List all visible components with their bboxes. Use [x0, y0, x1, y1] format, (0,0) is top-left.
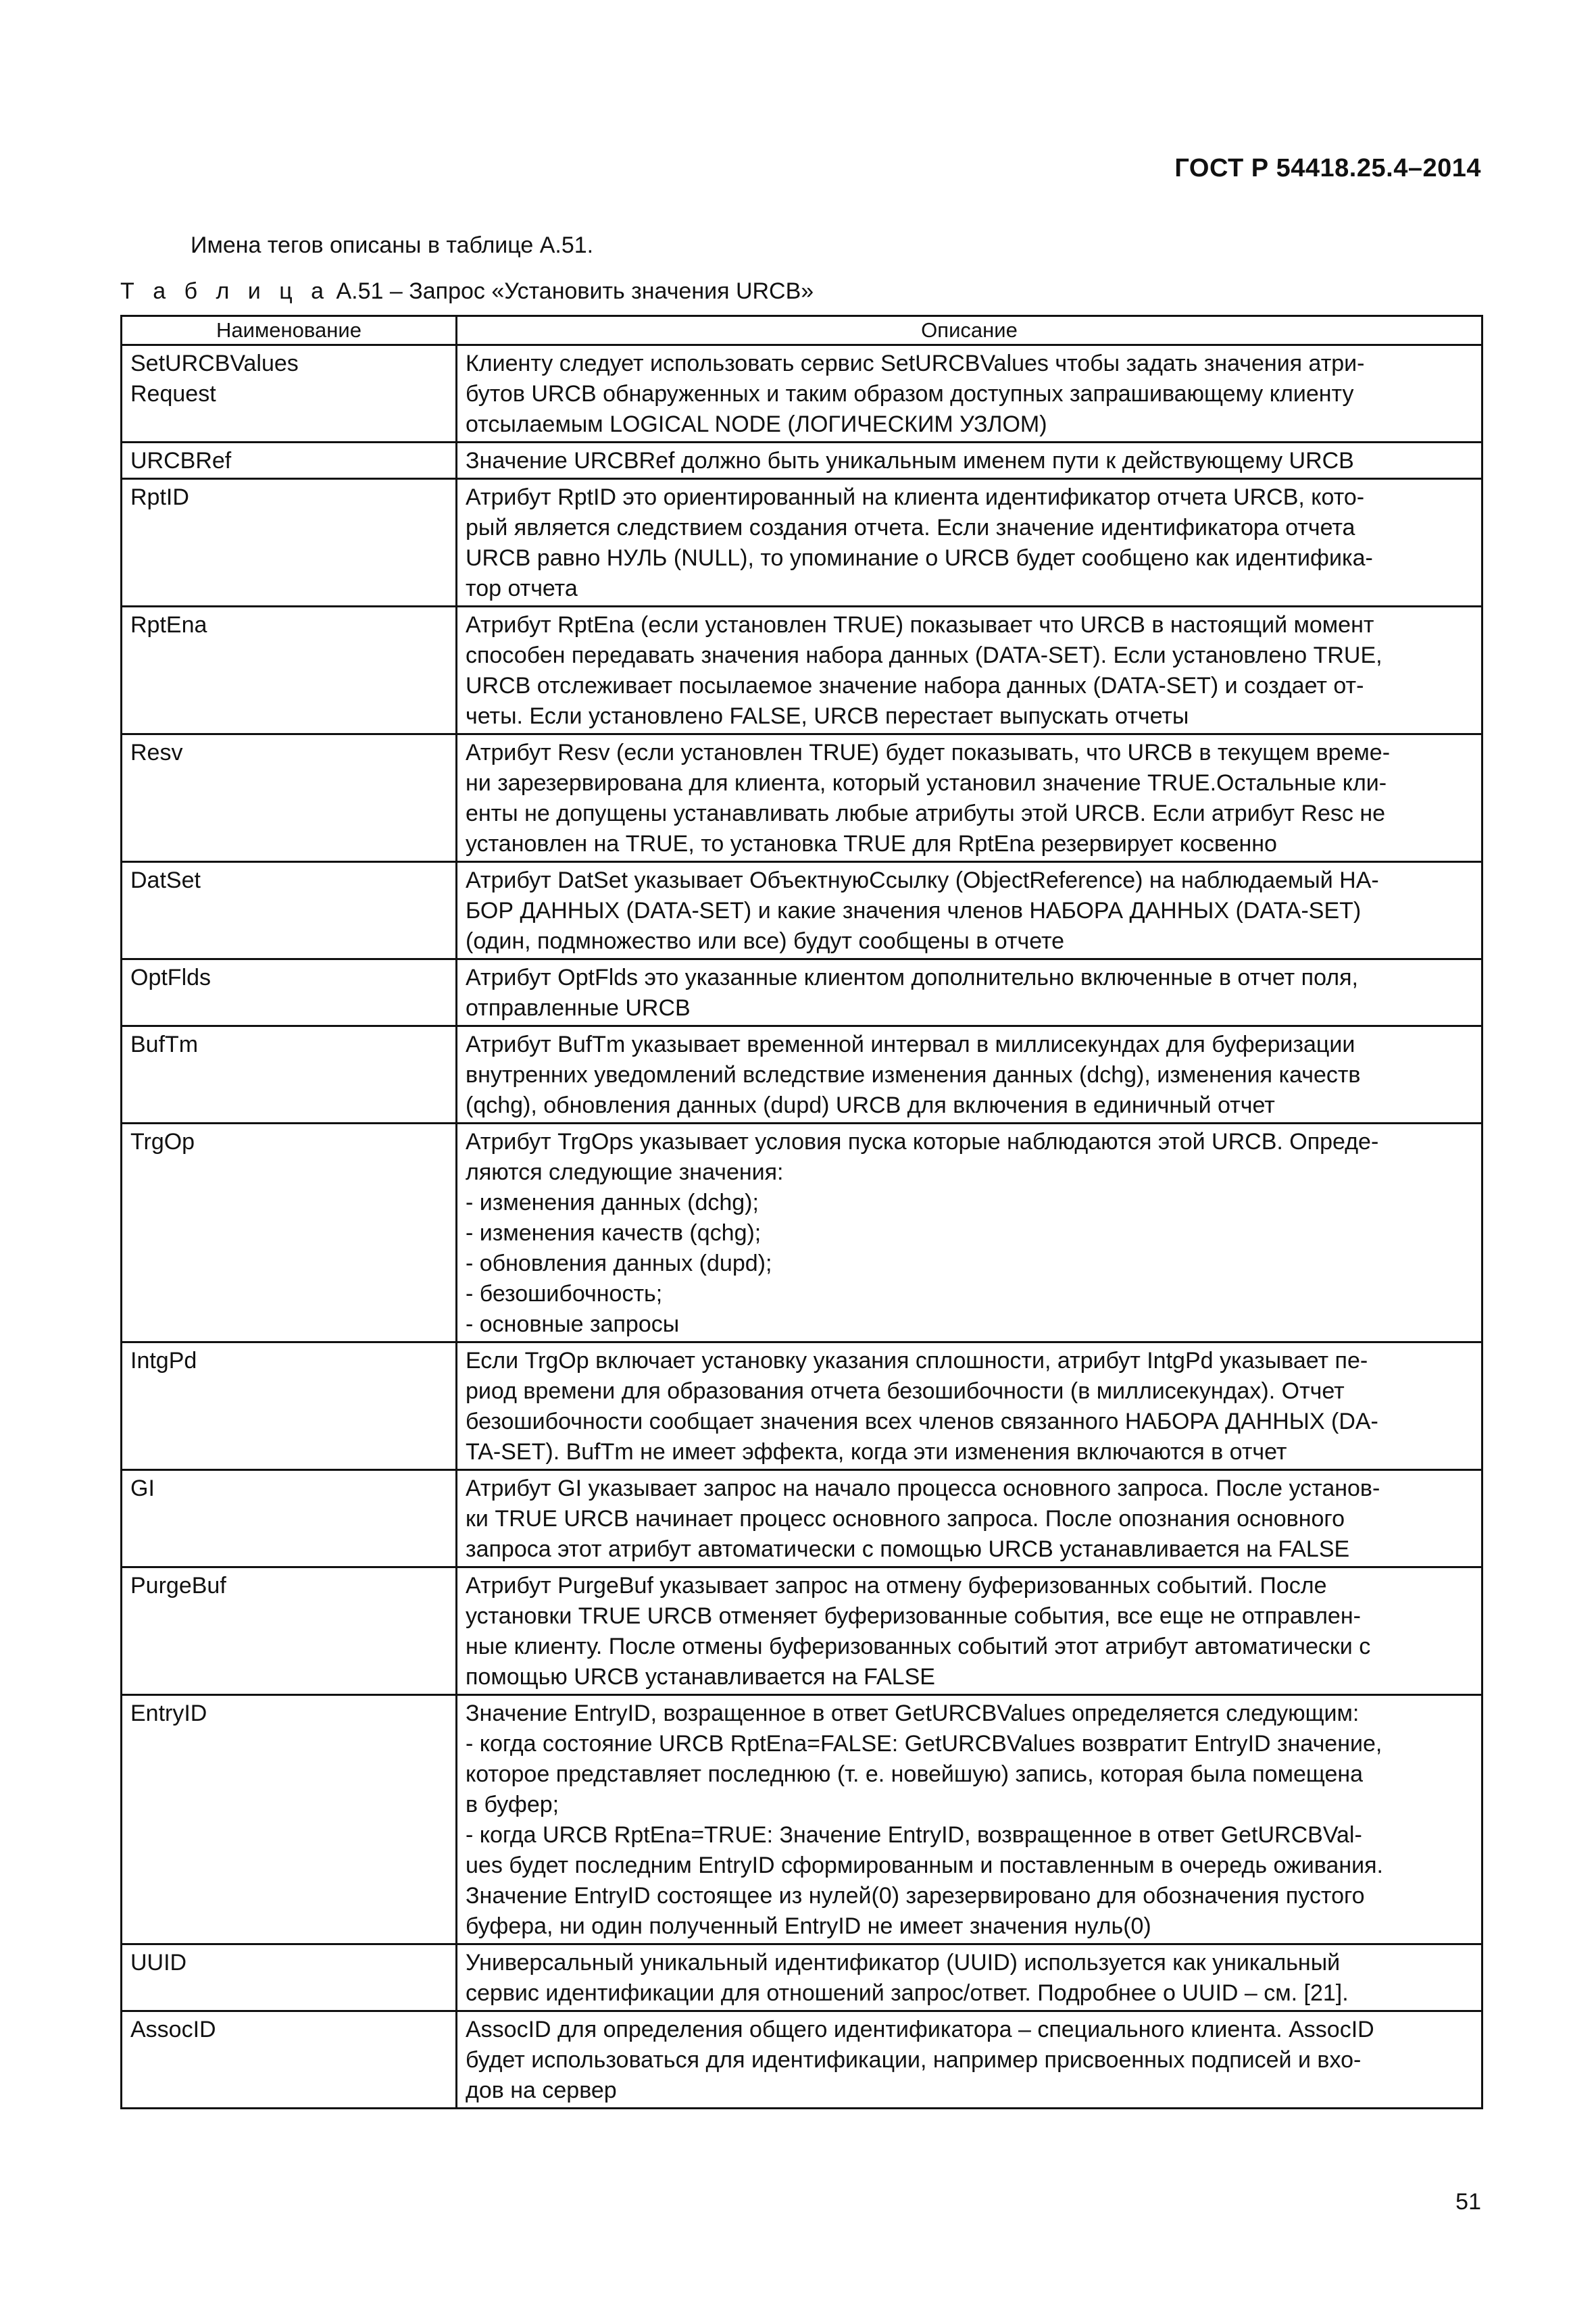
description-line: AssocID для определения общего идентификатора – специального клиента. AssocID [466, 2017, 1374, 2042]
column-header-description: Описание [457, 316, 1482, 345]
table-caption [120, 278, 814, 305]
tag-name-cell: Resv [122, 734, 457, 862]
description-line: Атрибут BufTm указывает временной интервал в миллисекундах для буферизации [466, 1032, 1355, 1057]
description-line: Атрибут RptID это ориентированный на клиента идентификатор отчета URCB, кото- [466, 484, 1365, 510]
tag-name-cell: URCBRef [122, 443, 457, 479]
description-line: - основные запросы [466, 1311, 680, 1337]
description-line: отсылаемым LOGICAL NODE (ЛОГИЧЕСКИМ УЗЛОМ) [466, 411, 1047, 437]
tag-name-cell: SetURCBValues Request [122, 345, 457, 443]
tag-description-cell [457, 1026, 1482, 1124]
description-line: Если TrgOp включает установку указания сплошности, атрибут IntgPd указывает пе- [466, 1348, 1368, 1374]
description-line: - изменения качеств (qchg); [466, 1220, 762, 1246]
table-row [122, 2011, 1482, 2109]
column-header-name: Наименование [122, 316, 457, 345]
tag-description-cell [457, 1470, 1482, 1567]
description-line: запроса этот атрибут автоматически с помощью URCB устанавливается на FALSE [466, 1536, 1350, 1562]
description-line: рый является следствием создания отчета. Если значение идентификатора отчета [466, 515, 1355, 540]
table-row [122, 1124, 1482, 1342]
description-line: Атрибут OptFlds это указанные клиентом дополнительно включенные в отчет поля, [466, 965, 1358, 990]
table-row [122, 607, 1482, 734]
description-line: тор отчета [466, 576, 578, 601]
tag-name-cell: PurgeBuf [122, 1567, 457, 1695]
description-line: - когда состояние URCB RptEna=FALSE: GetURCBValues возвратит EntryID значение, [466, 1731, 1382, 1757]
intro-paragraph: Имена тегов описаны в таблице А.51. [191, 232, 594, 258]
description-line: установки TRUE URCB отменяет буферизованные события, все еще не отправлен- [466, 1603, 1361, 1629]
description-line: ни зарезервирована для клиента, который установил значение TRUE.Остальные кли- [466, 770, 1387, 796]
description-line: в буфер; [466, 1792, 559, 1817]
tag-description-cell [457, 1567, 1482, 1695]
description-line: - изменения данных (dchg); [466, 1190, 759, 1215]
description-line: которое представляет последнюю (т. е. новейшую) запись, которая была помещена [466, 1761, 1364, 1787]
tag-name-cell: EntryID [122, 1695, 457, 1944]
tag-description-cell [457, 959, 1482, 1026]
description-line: ляются следующие значения: [466, 1159, 784, 1185]
description-line: будет использоваться для идентификации, например присвоенных подписей и вхо- [466, 2047, 1362, 2073]
table-row [122, 1944, 1482, 2011]
tag-name-cell: TrgOp [122, 1124, 457, 1342]
description-line: риод времени для образования отчета безошибочности (в миллисекундах). Отчет [466, 1378, 1345, 1404]
description-line: Значение EntryID, возращенное в ответ GetURCBValues определяется следующим: [466, 1701, 1360, 1726]
tag-description-cell [457, 479, 1482, 607]
description-line: URCB равно НУЛЬ (NULL), то упоминание о URCB будет сообщено как идентифика- [466, 545, 1373, 571]
description-line: - когда URCB RptEna=TRUE: Значение EntryID, возвращенное в ответ GetURCBVal- [466, 1822, 1362, 1848]
description-line: ки TRUE URCB начинает процесс основного запроса. После опознания основного [466, 1506, 1345, 1532]
description-line: БОР ДАННЫХ (DATA-SET) и какие значения членов НАБОРА ДАННЫХ (DATA-SET) [466, 898, 1362, 924]
description-line: Универсальный уникальный идентификатор (UUID) используется как уникальный [466, 1950, 1341, 1976]
description-line: ные клиенту. После отмены буферизованных событий этот атрибут автоматически с [466, 1634, 1371, 1659]
description-line: Значение EntryID состоящее из нулей(0) зарезервировано для обозначения пустого [466, 1883, 1365, 1909]
tag-description-cell [457, 2011, 1482, 2109]
tag-table [120, 315, 1483, 2109]
description-line: ues будет последним EntryID сформированным и поставленным в очередь оживания. [466, 1853, 1383, 1878]
description-line: URCB отслеживает посылаемое значение набора данных (DATA-SET) и создает от- [466, 673, 1364, 699]
description-line: Атрибут GI указывает запрос на начало процесса основного запроса. После установ- [466, 1476, 1380, 1501]
description-line: способен передавать значения набора данных (DATA-SET). Если установлено TRUE, [466, 643, 1382, 668]
description-line: (qchg), обновления данных (dupd) URCB для включения в единичный отчет [466, 1092, 1275, 1118]
table-header-row [122, 316, 1482, 345]
tag-name-cell: OptFlds [122, 959, 457, 1026]
description-line: четы. Если установлено FALSE, URCB перестает выпускать отчеты [466, 703, 1189, 729]
tag-description-cell [457, 734, 1482, 862]
description-line: TA-SET). BufTm не имеет эффекта, когда эти изменения включаются в отчет [466, 1439, 1287, 1465]
tag-name-cell: UUID [122, 1944, 457, 2011]
description-line: помощью URCB устанавливается на FALSE [466, 1664, 935, 1690]
document-header: ГОСТ Р 54418.25.4–2014 [1174, 154, 1481, 182]
table-row [122, 1567, 1482, 1695]
description-line: установлен на TRUE, то установка TRUE для RptEna резервирует косвенно [466, 831, 1277, 857]
description-line: Значение URCBRef должно быть уникальным именем пути к действующему URCB [466, 448, 1354, 474]
description-line: Атрибут RptEna (если установлен TRUE) показывает что URCB в настоящий момент [466, 612, 1374, 638]
tag-description-cell [457, 862, 1482, 959]
tag-name-cell: BufTm [122, 1026, 457, 1124]
description-line: - обновления данных (dupd); [466, 1251, 772, 1276]
description-line: енты не допущены устанавливать любые атрибуты этой URCB. Если атрибут Resc не [466, 801, 1386, 826]
tag-name-cell: IntgPd [122, 1342, 457, 1470]
description-line: внутренних уведомлений вследствие изменения данных (dchg), изменения качеств [466, 1062, 1361, 1088]
tag-name-cell: DatSet [122, 862, 457, 959]
table-row [122, 1342, 1482, 1470]
table-row [122, 734, 1482, 862]
tag-description-cell [457, 607, 1482, 734]
description-line: Атрибут Resv (если установлен TRUE) будет показывать, что URCB в текущем време- [466, 740, 1391, 765]
table-row [122, 959, 1482, 1026]
description-line: Атрибут PurgeBuf указывает запрос на отмену буферизованных событий. После [466, 1573, 1327, 1599]
description-line: (один, подмножество или все) будут сообщены в отчете [466, 928, 1065, 954]
page-number: 51 [1455, 2189, 1481, 2215]
table-row [122, 1470, 1482, 1567]
description-line: Клиенту следует использовать сервис SetURCBValues чтобы задать значения атри- [466, 351, 1365, 376]
table-caption-label: Т а б л и ц а [120, 278, 330, 304]
table-row [122, 1026, 1482, 1124]
table-body [122, 345, 1482, 2109]
tag-description-cell [457, 443, 1482, 479]
tag-name-cell: RptID [122, 479, 457, 607]
table-row [122, 479, 1482, 607]
description-line: сервис идентификации для отношений запрос/ответ. Подробнее о UUID – см. [21]. [466, 1980, 1349, 2006]
tag-name-cell: AssocID [122, 2011, 457, 2109]
tag-name-cell: RptEna [122, 607, 457, 734]
tag-description-cell [457, 1124, 1482, 1342]
tag-name-cell: GI [122, 1470, 457, 1567]
table-row [122, 345, 1482, 443]
description-line: бутов URCB обнаруженных и таким образом доступных запрашивающему клиенту [466, 381, 1354, 407]
tag-description-cell [457, 1944, 1482, 2011]
tag-description-cell [457, 1695, 1482, 1944]
description-line: отправленные URCB [466, 995, 691, 1021]
table-row [122, 862, 1482, 959]
table-row [122, 1695, 1482, 1944]
description-line: - безошибочность; [466, 1281, 663, 1307]
description-line: Атрибут TrgOps указывает условия пуска которые наблюдаются этой URCB. Опреде- [466, 1129, 1379, 1155]
tag-description-cell [457, 1342, 1482, 1470]
description-line: безошибочности сообщает значения всех членов связанного НАБОРА ДАННЫХ (DA- [466, 1409, 1378, 1434]
tag-description-cell [457, 345, 1482, 443]
description-line: Атрибут DatSet указывает ОбъектнуюСсылку (ObjectReference) на наблюдаемый НА- [466, 867, 1379, 893]
table-caption-text: А.51 – Запрос «Установить значения URCB» [330, 278, 814, 304]
description-line: буфера, ни один полученный EntryID не имеет значения нуль(0) [466, 1913, 1151, 1939]
description-line: дов на сервер [466, 2078, 617, 2103]
table-row [122, 443, 1482, 479]
